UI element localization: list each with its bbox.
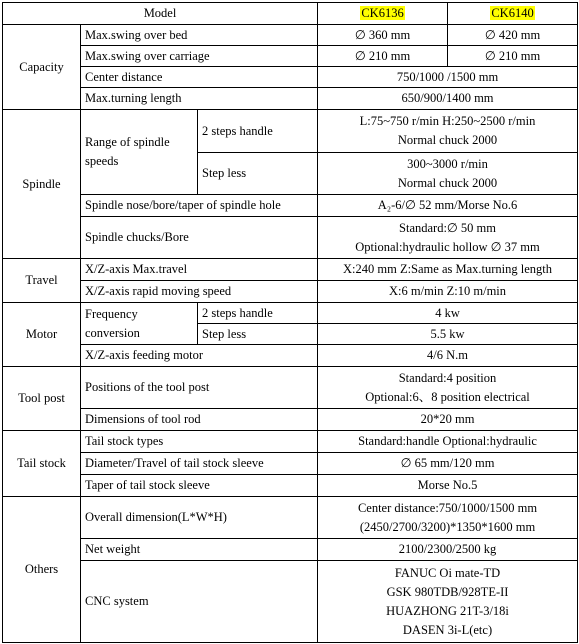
row-value: X:6 m/min Z:10 m/min (318, 281, 578, 303)
row-value (318, 110, 578, 153)
row-value: A₂-6/∅ 52 mm/Morse No.6 (318, 195, 578, 217)
value-line: FANUC Oi mate-TD (394, 565, 501, 580)
group-motor: Motor (3, 303, 81, 367)
value-line: Standard:∅ 50 mm (399, 220, 497, 235)
value-line: Optional:hydraulic hollow ∅ 37 mm (355, 239, 540, 254)
row-label: Dimensions of tool rod (81, 409, 318, 431)
row-label: Positions of the tool post (81, 367, 318, 409)
row-value: 20*20 mm (318, 409, 578, 431)
row-value: 2100/2300/2500 kg (318, 539, 578, 561)
row-label: X/Z-axis feeding motor (81, 345, 318, 367)
row-label: Net weight (81, 539, 318, 561)
table-row (3, 46, 578, 67)
value-line: L:75~750 r/min H:250~2500 r/min (359, 114, 536, 128)
table-row (3, 217, 578, 259)
row-label: Frequency conversion (81, 303, 198, 345)
table-row (3, 561, 578, 643)
row-value: ∅ 210 mm (448, 46, 578, 67)
row-label: Center distance (81, 67, 318, 88)
table-row (3, 281, 578, 303)
row-value: ∅ 360 mm (318, 25, 448, 46)
row-label: X/Z-axis Max.travel (81, 259, 318, 281)
row-label: Tail stock types (81, 431, 318, 453)
group-tool-post: Tool post (3, 367, 81, 431)
value-line: DASEN 3i-L(etc) (402, 622, 493, 637)
value-line: 300~3000 r/min (407, 156, 488, 171)
model-header-2 (448, 3, 578, 25)
row-value (318, 153, 578, 195)
row-label: X/Z-axis rapid moving speed (81, 281, 318, 303)
table-row (3, 475, 578, 497)
group-capacity: Capacity (3, 25, 81, 110)
table-row (3, 303, 578, 324)
table-row (3, 345, 578, 367)
row-label: CNC system (81, 561, 318, 643)
row-sublabel: 2 steps handle (198, 303, 318, 324)
row-value (318, 367, 578, 409)
row-value: ∅ 65 mm/120 mm (318, 453, 578, 475)
table-row (3, 25, 578, 46)
row-value: Morse No.5 (318, 475, 578, 497)
group-tail-stock: Tail stock (3, 431, 81, 497)
row-sublabel: 2 steps handle (198, 110, 318, 153)
row-label: Taper of tail stock sleeve (81, 475, 318, 497)
row-label: Range of spindle speeds (81, 110, 198, 195)
row-value (318, 497, 578, 539)
table-row (3, 259, 578, 281)
table-row (3, 497, 578, 539)
value-line: (2450/2700/3200)*1350*1600 mm (359, 519, 536, 534)
value-line: Optional:6、8 position electrical (365, 389, 530, 404)
table-row (3, 409, 578, 431)
table-row (3, 367, 578, 409)
header-row (3, 3, 578, 25)
table-row (3, 88, 578, 110)
table-row (3, 67, 578, 88)
row-value: Standard:handle Optional:hydraulic (318, 431, 578, 453)
model-header: Model (3, 3, 318, 25)
row-label: Max.swing over carriage (81, 46, 318, 67)
row-value (318, 561, 578, 643)
row-value: ∅ 210 mm (318, 46, 448, 67)
row-value: 750/1000 /1500 mm (318, 67, 578, 88)
row-value: ∅ 420 mm (448, 25, 578, 46)
table-row (3, 453, 578, 475)
row-label: Spindle chucks/Bore (81, 217, 318, 259)
row-label: Diameter/Travel of tail stock sleeve (81, 453, 318, 475)
model-name-2: CK6140 (491, 6, 534, 20)
row-label: Spindle nose/bore/taper of spindle hole (81, 195, 318, 217)
group-spindle: Spindle (3, 110, 81, 259)
group-others: Others (3, 497, 81, 643)
row-value: 4/6 N.m (318, 345, 578, 367)
value-line: GSK 980TDB/928TE-II (386, 584, 509, 599)
row-value: X:240 mm Z:Same as Max.turning length (318, 259, 578, 281)
row-label: Max.swing over bed (81, 25, 318, 46)
row-label: Max.turning length (81, 88, 318, 110)
row-sublabel: Step less (198, 324, 318, 345)
row-value: 650/900/1400 mm (318, 88, 578, 110)
row-value (318, 217, 578, 259)
model-header-1 (318, 3, 448, 25)
table-row (3, 539, 578, 561)
value-line: Center distance:750/1000/1500 mm (357, 500, 538, 515)
spec-table (2, 2, 578, 643)
value-line: Standard:4 position (398, 370, 497, 385)
model-name-1: CK6136 (361, 6, 404, 20)
group-travel: Travel (3, 259, 81, 303)
value-line: HUAZHONG 21T-3/18i (386, 603, 509, 618)
value-line: Normal chuck 2000 (397, 133, 498, 147)
value-line: Normal chuck 2000 (397, 175, 498, 190)
table-row (3, 195, 578, 217)
row-value: 4 kw (318, 303, 578, 324)
row-value: 5.5 kw (318, 324, 578, 345)
table-row (3, 110, 578, 153)
row-label: Overall dimension(L*W*H) (81, 497, 318, 539)
table-row (3, 431, 578, 453)
row-sublabel: Step less (198, 153, 318, 195)
